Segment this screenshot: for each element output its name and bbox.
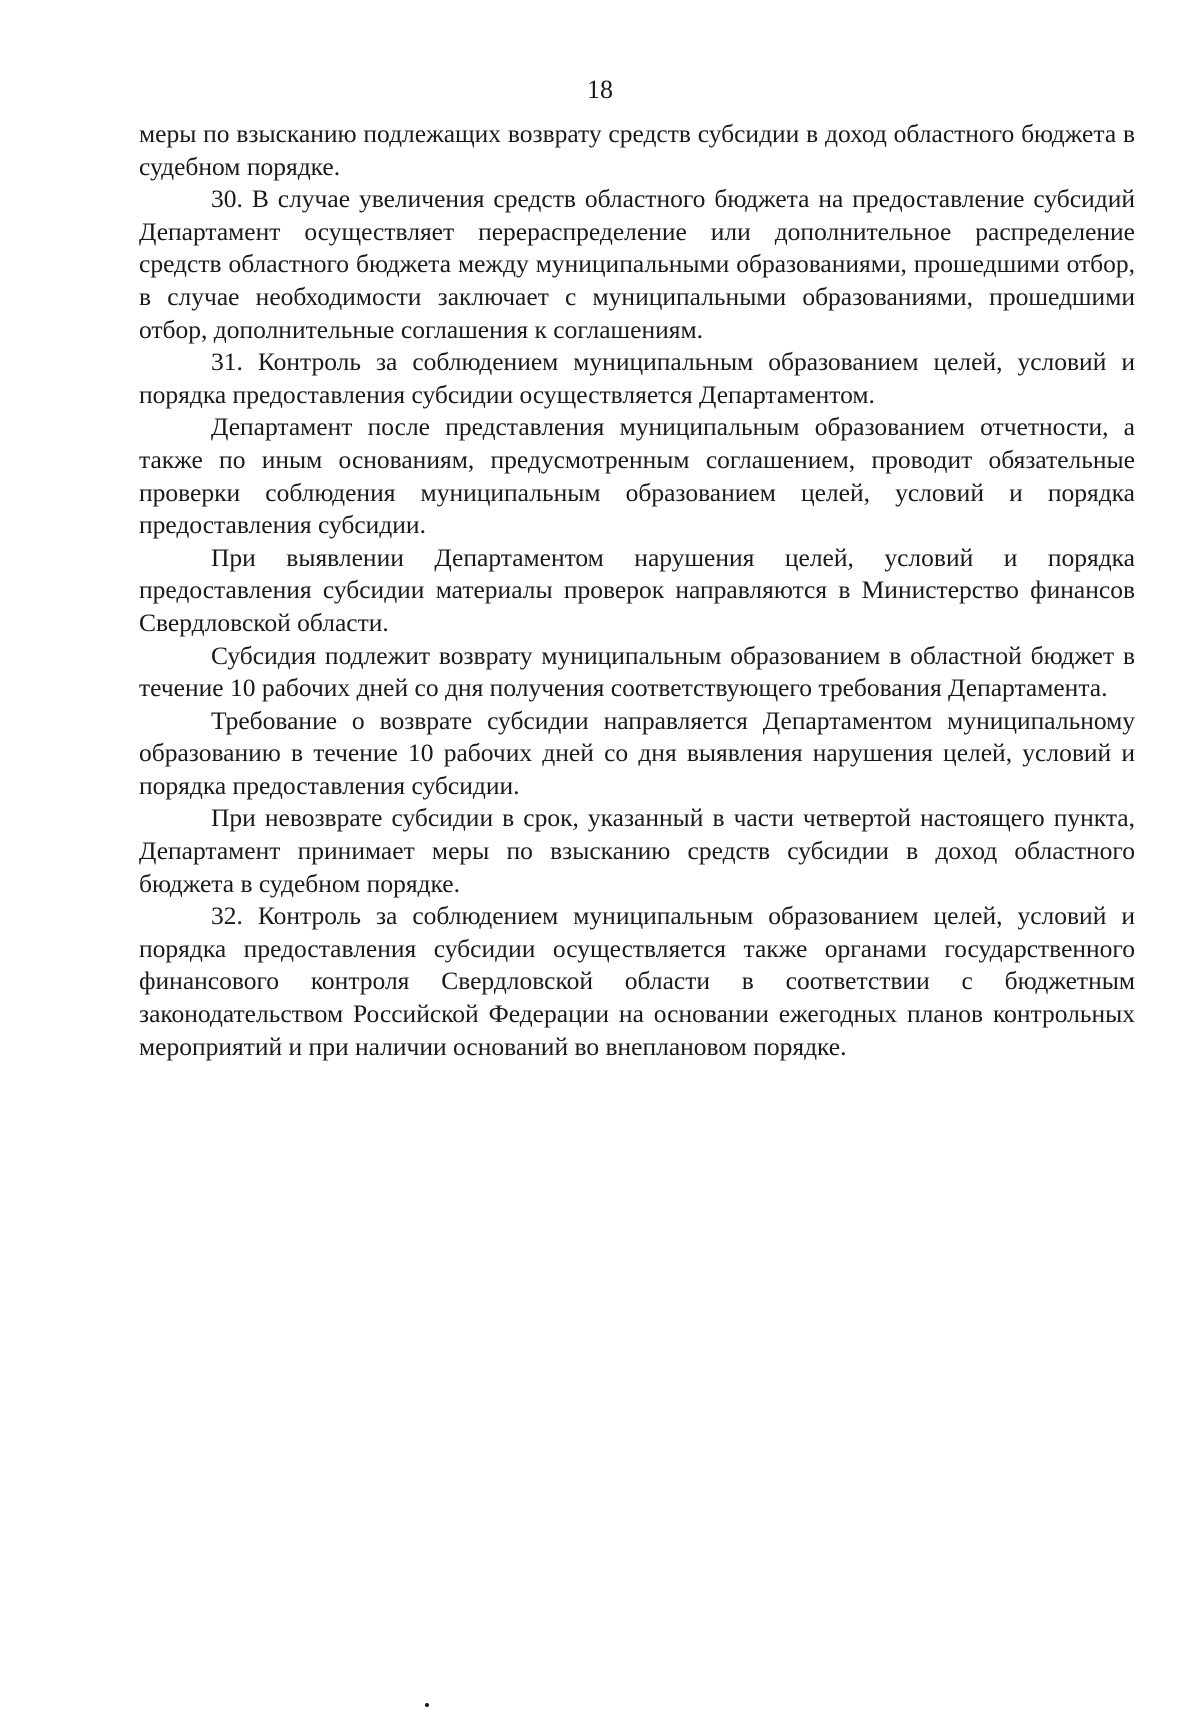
paragraph-clause-31: 31. Контроль за соблюдением муниципальным образованием целей, условий и порядка предоставления субсидии осуществляется Департаментом.: [139, 347, 1135, 409]
page-number: 18: [587, 75, 613, 104]
paragraph-clause-30: 30. В случае увеличения средств областного бюджета на предоставление субсидий Департамент осуществляет перераспределение или дополнительное распределение средств областного бюджета между муниципальными образованиями, прошедшими отбор, в случае необходимости заключает с муниципальными образованиями, прошедшими отбор, дополнительные соглашения к соглашениям.: [139, 184, 1135, 344]
paragraph-clause-31-part-4: Субсидия подлежит возврату муниципальным образованием в областной бюджет в течение 10 рабочих дней со дня получения соответствующего требования Департамента.: [139, 640, 1135, 703]
paragraph-clause-31-part-3: При выявлении Департаментом нарушения целей, условий и порядка предоставления субсидии материалы проверок направляются в Министерство финансов Свердловской области.: [139, 542, 1135, 637]
document-body: [139, 118, 1135, 1063]
paragraph-clause-31-part-2: Департамент после представления муниципальным образованием отчетности, а также по иным основаниям, предусмотренным соглашением, проводит обязательные проверки соблюдения муниципальным образованием целей, условий и порядка предоставления субсидии.: [139, 412, 1135, 540]
paragraph-clause-31-part-5: Требование о возврате субсидии направляется Департаментом муниципальному образованию в течение 10 рабочих дней со дня выявления нарушения целей, условий и порядка предоставления субсидии.: [139, 705, 1135, 800]
paragraph-clause-31-part-6: При невозврате субсидии в срок, указанный в части четвертой настоящего пункта, Департамент принимает меры по взысканию средств субсидии в доход областного бюджета в судебном порядке.: [139, 803, 1135, 898]
scan-speck: [425, 1703, 429, 1707]
paragraph-continuation: меры по взысканию подлежащих возврату средств субсидии в доход областного бюджета в судебном порядке.: [139, 119, 1135, 181]
paragraph-clause-32: 32. Контроль за соблюдением муниципальным образованием целей, условий и порядка предоставления субсидии осуществляется также органами государственного финансового контроля Свердловской области в соответствии с бюджетным законодательством Российской Федерации на основании ежегодных планов контрольных мероприятий и при наличии оснований во внеплановом порядке.: [139, 901, 1135, 1061]
